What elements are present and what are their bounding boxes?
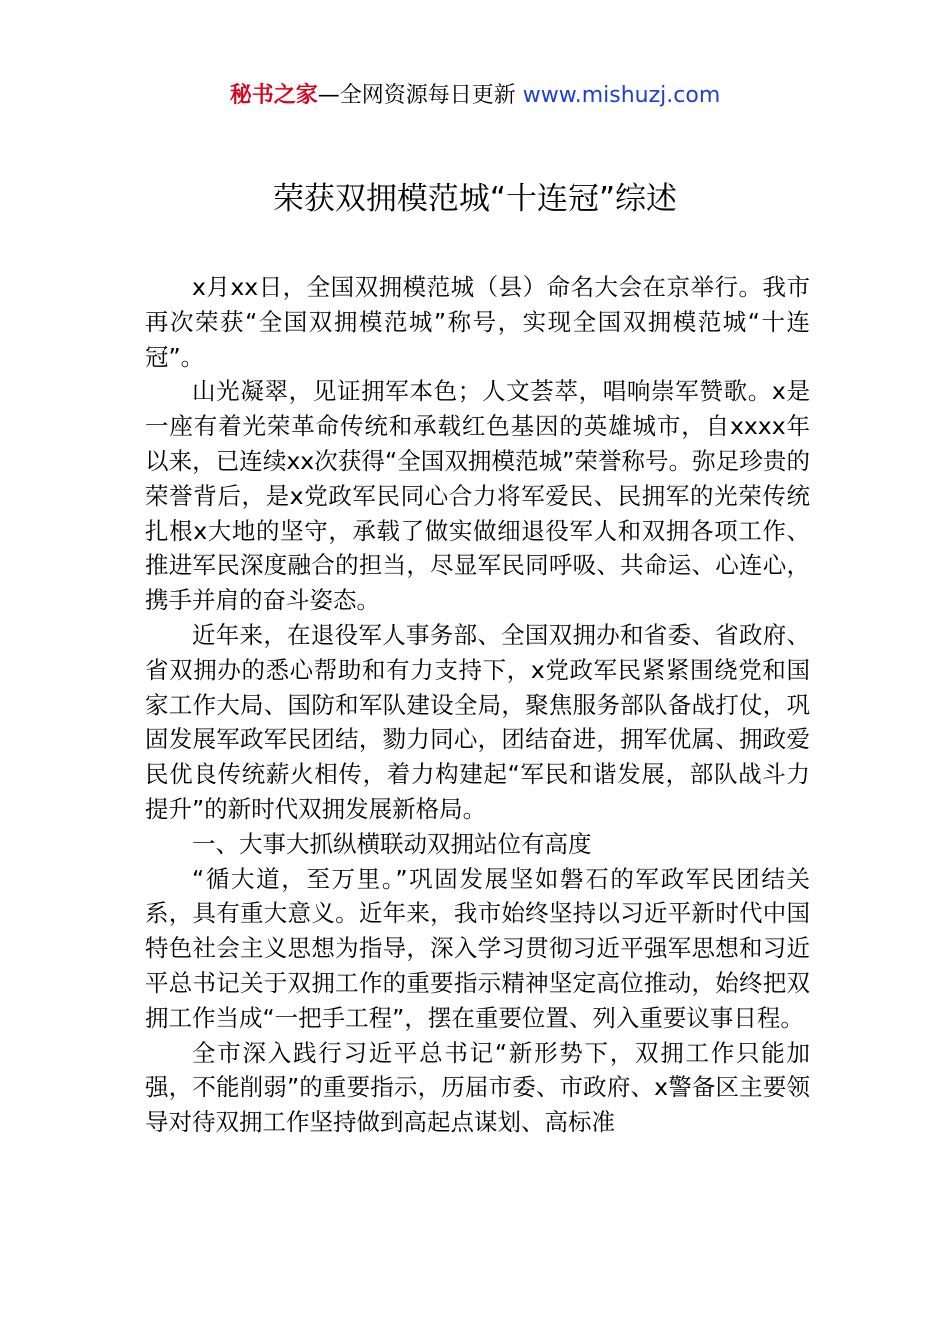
paragraph: 山光凝翠，见证拥军本色；人文荟萃，唱响崇军赞歌。x是一座有着光荣革命传统和承载红色基因的英雄城市，自xxxx年以来，已连续xx次获得“全国双拥模范城”荣誉称号。弥足珍贵的荣誉背后，是x党政军民同心合力将军爱民、民拥军的光荣传统扎根x大地的坚守，承载了做实做细退役军人和双拥各项工作、推进军民深度融合的担当，尽显军民同呼吸、共命运、心连心，携手并肩的奋斗姿态。	[145, 377, 810, 615]
section-heading: 一、大事大抓纵横联动双拥站位有高度	[192, 829, 592, 858]
paragraph: 全市深入践行习近平总书记“新形势下，双拥工作只能加强，不能削弱”的重要指示，历届市委、市政府、x警备区主要领导对待双拥工作坚持做到高起点谋划、高标准	[145, 1038, 810, 1137]
site-header	[0, 80, 950, 112]
page-title: 荣获双拥模范城“十连冠”综述	[272, 181, 678, 217]
paragraph: x月xx日，全国双拥模范城（县）命名大会在京举行。我市再次荣获“全国双拥模范城”称号，实现全国双拥模范城“十连冠”。	[145, 273, 810, 371]
header-tagline: —全网资源每日更新	[317, 83, 516, 108]
site-url-link[interactable]: www.mishuzj.com	[522, 83, 721, 108]
brand-name: 秘书之家	[229, 83, 318, 108]
paragraph: 近年来，在退役军人事务部、全国双拥办和省委、省政府、省双拥办的悉心帮助和有力支持下，x党政军民紧紧围绕党和国家工作大局、国防和军队建设全局，聚焦服务部队备战打仗，巩固发展军政军民团结，勠力同心，团结奋进，拥军优属、拥政爱民优良传统薪火相传，着力构建起“军民和谐发展，部队战斗力提升”的新时代双拥发展新格局。	[145, 620, 810, 823]
paragraph: “循大道，至万里。”巩固发展坚如磐石的军政军民团结关系，具有重大意义。近年来，我市始终坚持以习近平新时代中国特色社会主义思想为指导，深入学习贯彻习近平强军思想和习近平总书记关于双拥工作的重要指示精神坚定高位推动，始终把双拥工作当成“一把手工程”，摆在重要位置、列入重要议事日程。	[145, 864, 810, 1032]
article-body	[145, 270, 810, 1140]
